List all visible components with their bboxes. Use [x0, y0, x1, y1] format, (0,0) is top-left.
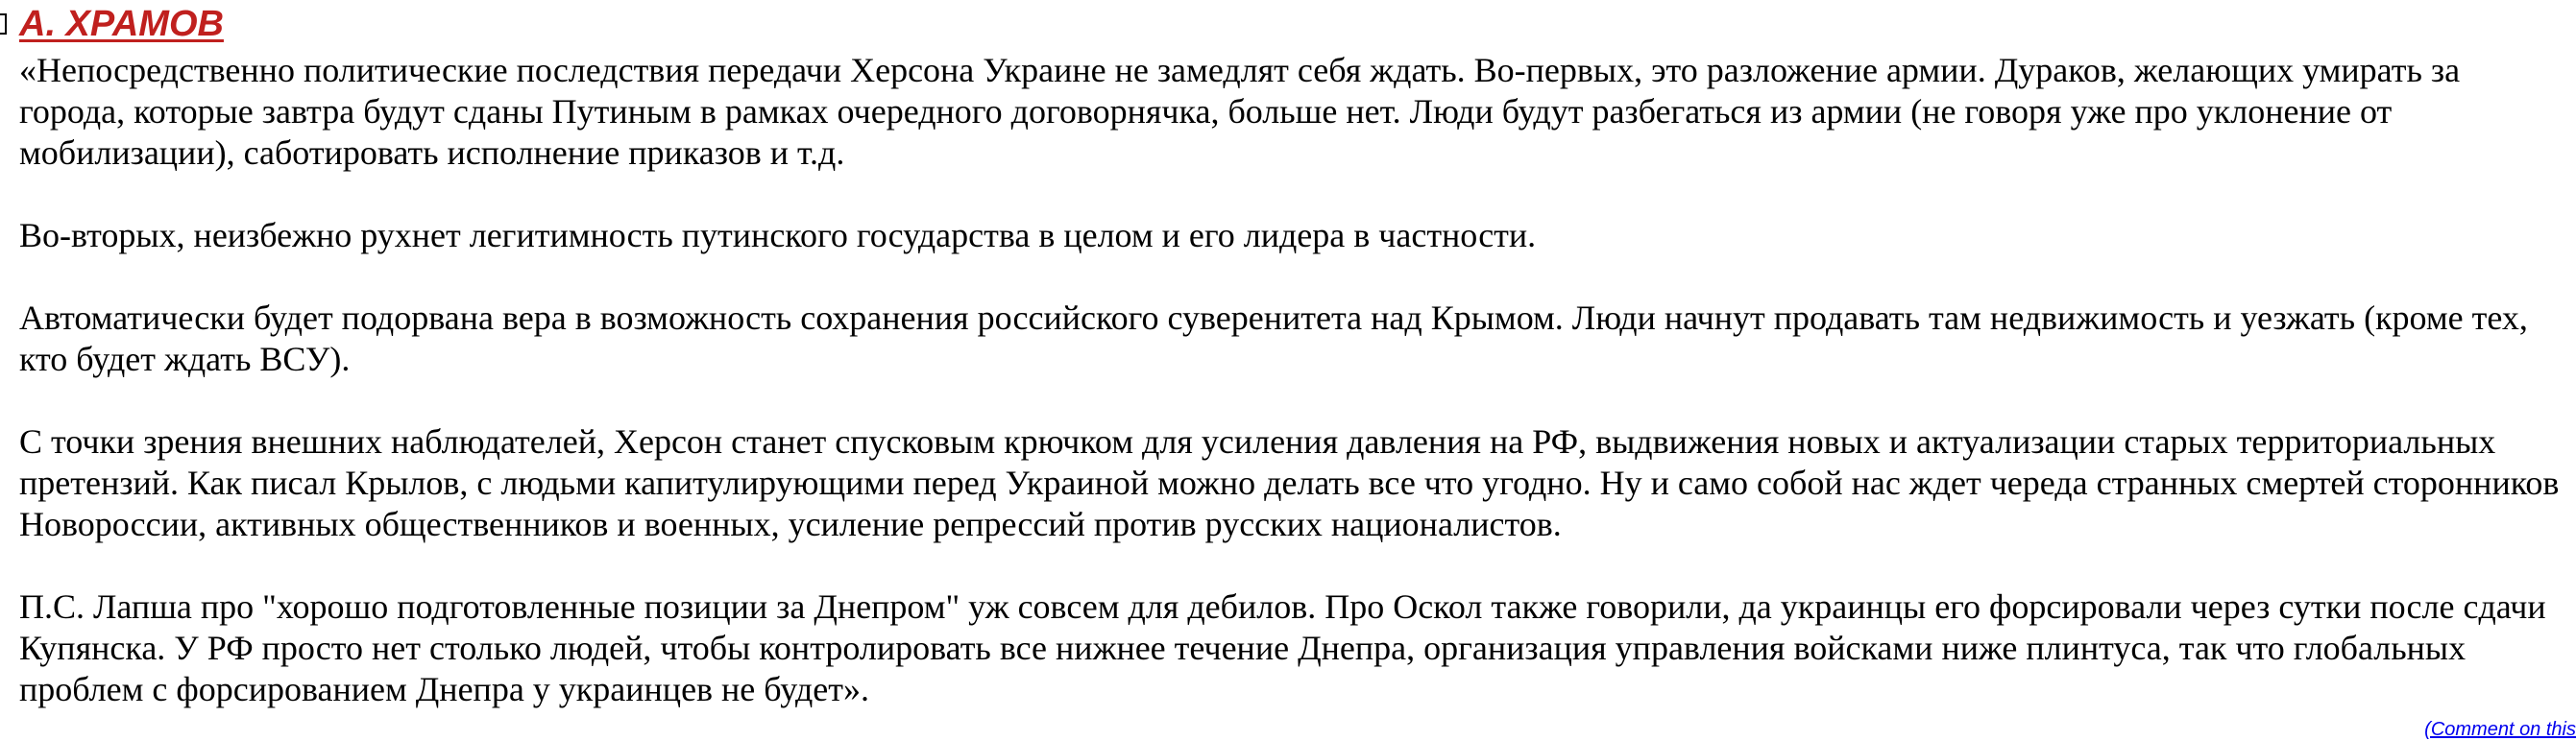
article-paragraph-3: Автоматически будет подорвана вера в возможность сохранения российского суверенитета над Крымом. Люди начнут продавать там недвижимость и уезжать (кроме тех, кто будет ждать ВСУ). — [19, 299, 2528, 378]
article-paragraph-5: П.С. Лапша про "хорошо подготовленные позиции за Днепром" уж совсем для дебилов. Про Оскол также говорили, да украинцы его форсировали через сутки после сдачи Купянска. У РФ просто нет столько людей, чтобы контролировать все нижнее течение Днепра, организация управления войсками ниже плинтуса, так что глобальных проблем с форсированием Днепра у украинцев не будет». — [19, 587, 2546, 708]
comment-link[interactable]: (Comment on this — [2424, 719, 2576, 740]
page-content — [19, 0, 2564, 710]
article-paragraph-4: С точки зрения внешних наблюдателей, Херсон станет спусковым крючком для усиления давления на РФ, выдвижения новых и актуализации старых территориальных претензий. Как писал Крылов, с людьми капитулирующими перед Украиной можно делать все что угодно. Ну и само собой нас ждет череда странных смертей сторонников Новороссии, активных общественников и военных, усиление репрессий против русских националистов. — [19, 422, 2560, 543]
article-paragraph-2: Во-вторых, неизбежно рухнет легитимность путинского государства в целом и его лидера в частности. — [19, 216, 1537, 254]
author-link[interactable]: А. ХРАМОВ — [19, 4, 224, 44]
edge-marker-icon — [0, 13, 7, 35]
article-paragraph-1: «Непосредственно политические последствия передачи Херсона Украине не замедлят себя ждать. Во-первых, это разложение армии. Дураков, желающих умирать за города, которые завтра будут сданы Путиным в рамках очередного договорнячка, больше нет. Люди будут разбегаться из армии (не говоря уже про уклонение от мобилизации), саботировать исполнение приказов и т.д. — [19, 51, 2461, 172]
article-body — [19, 50, 2564, 710]
